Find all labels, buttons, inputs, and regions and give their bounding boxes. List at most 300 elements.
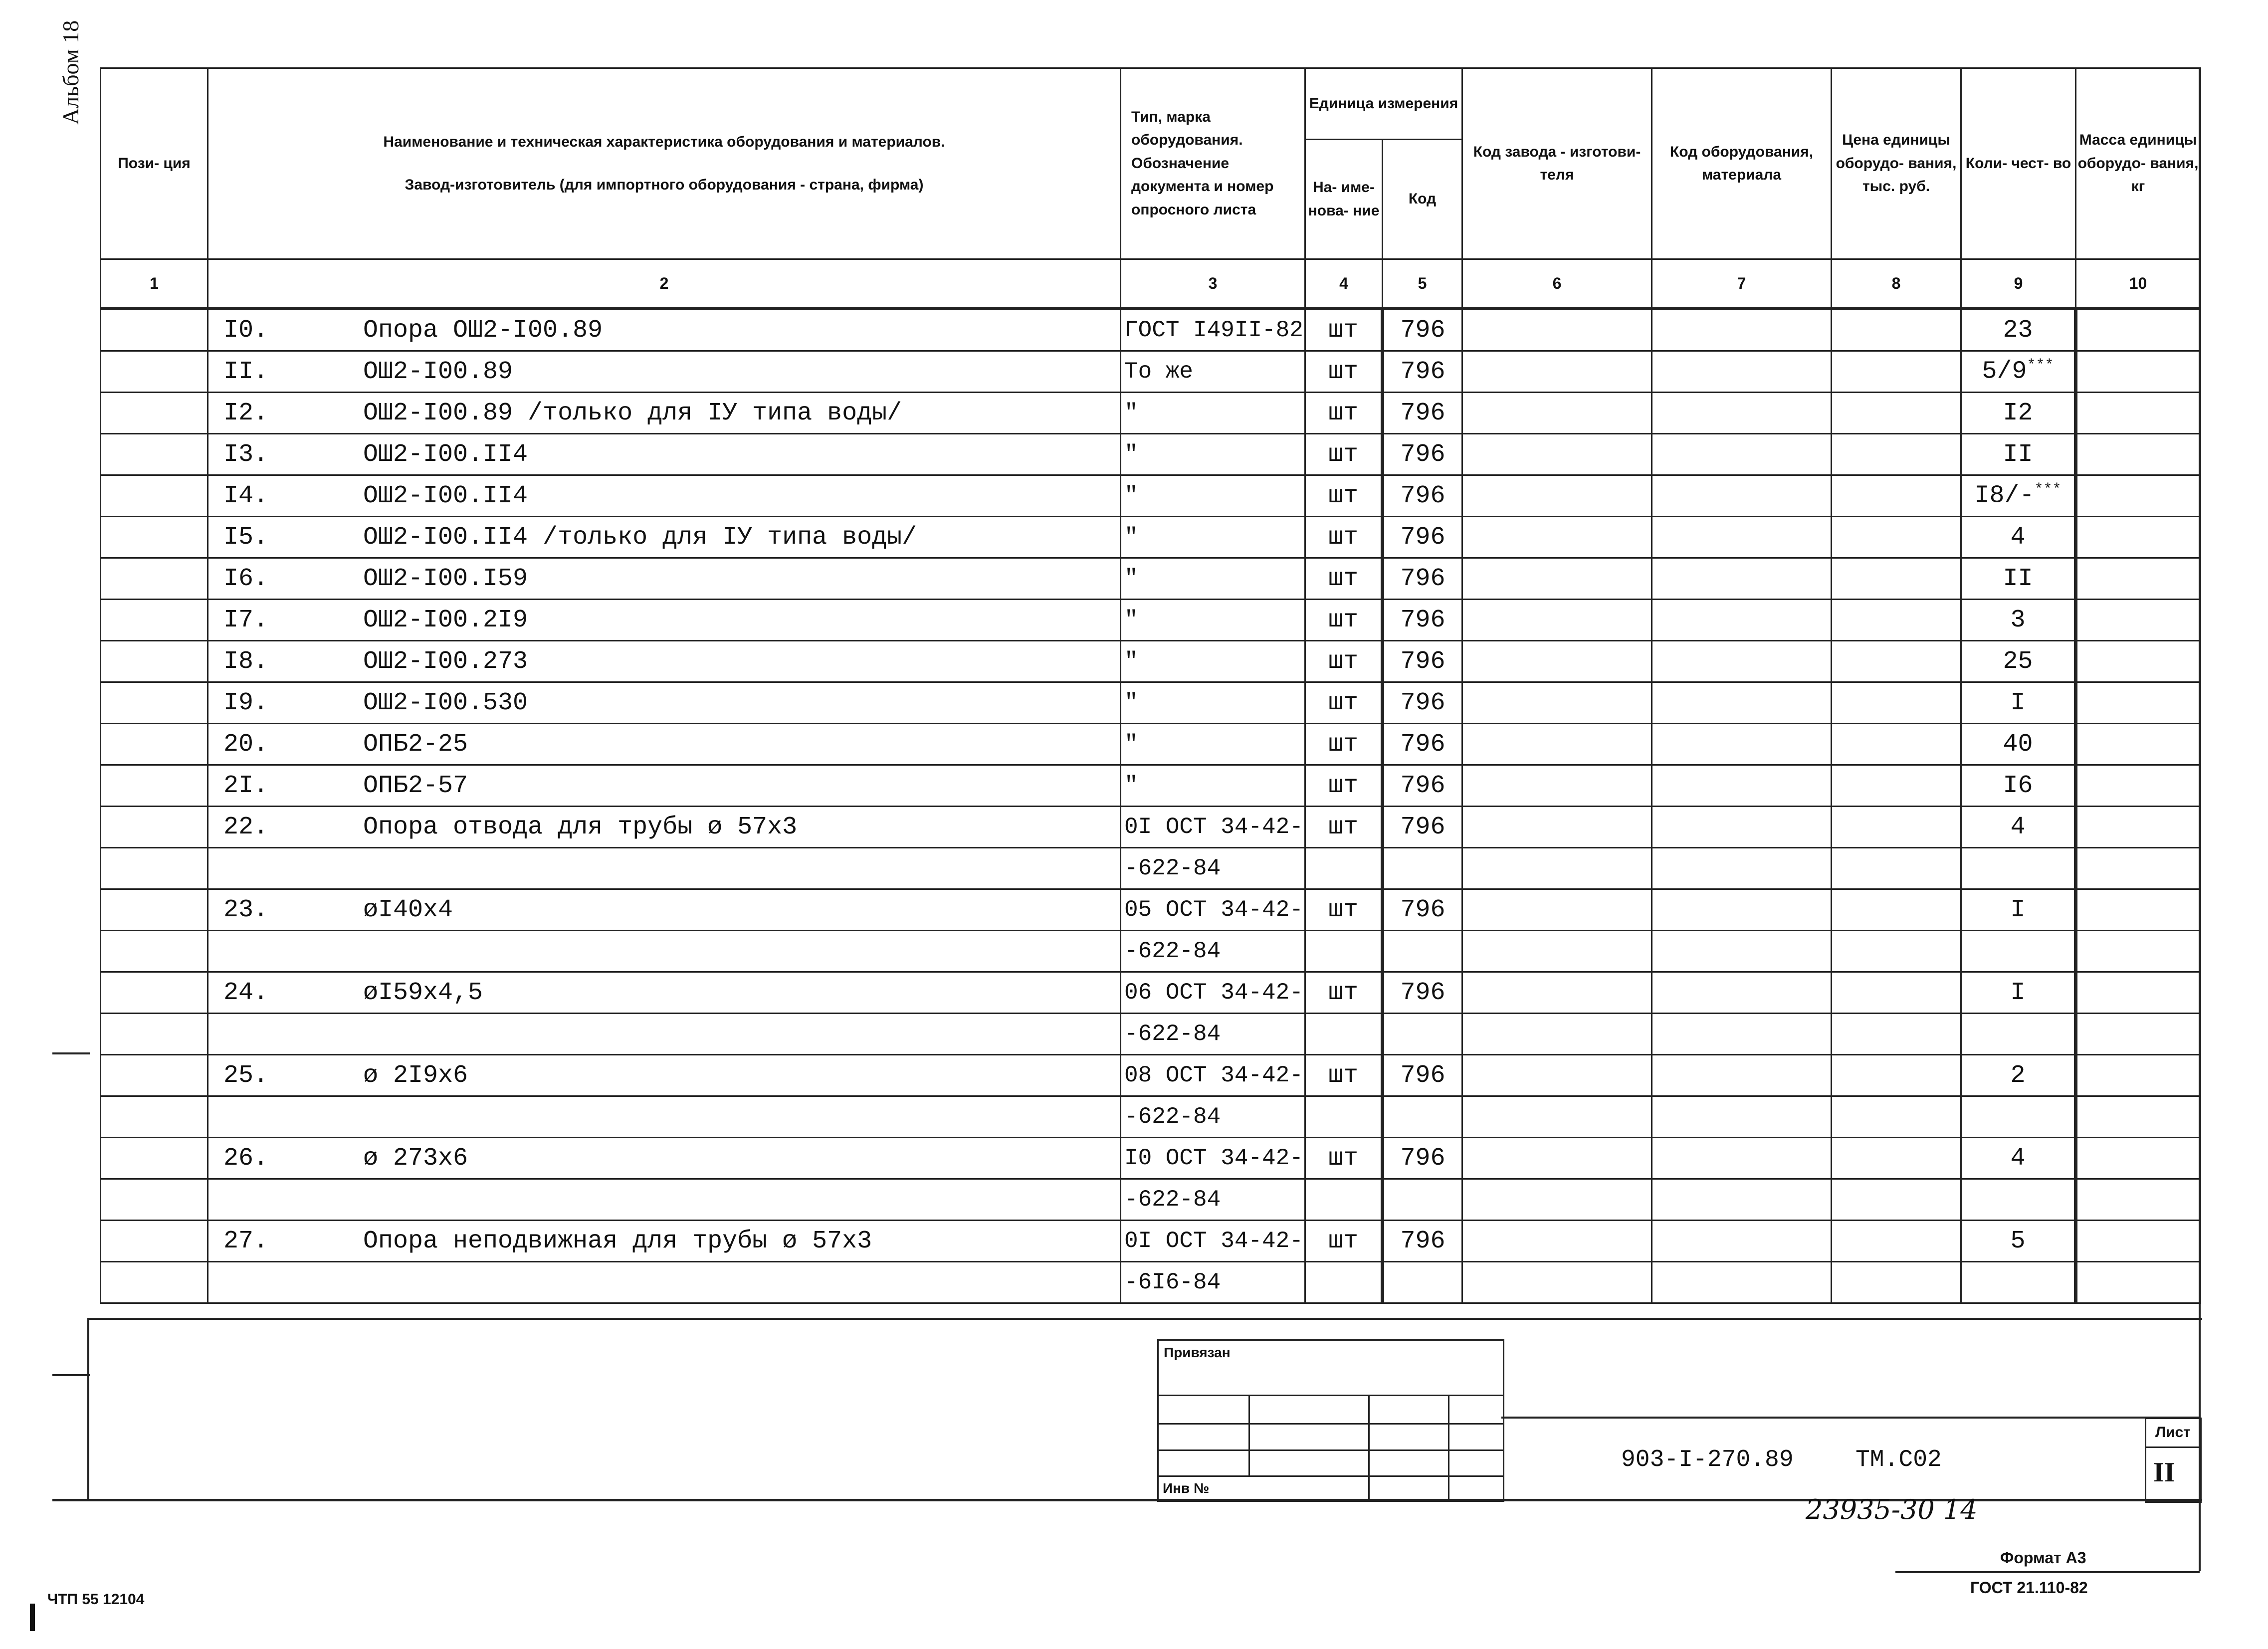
position-number: I5. (223, 523, 269, 552)
header-mass: Масса единицы оборудо- вания, кг (2076, 68, 2201, 259)
row-unit-code: 796 (1383, 600, 1462, 641)
row-quantity (1961, 309, 2076, 351)
row-equipment-code (1652, 765, 1832, 807)
table-row (101, 1138, 2201, 1179)
quantity-value: 5/9 (1982, 357, 2027, 386)
row-document: " (1121, 765, 1305, 807)
row-document: 0I ОСТ 34-42- (1121, 807, 1305, 848)
row-price (1832, 682, 1961, 724)
row-quantity (1961, 1138, 2076, 1179)
attached-label: Привязан (1164, 1345, 1231, 1360)
quantity-value: II (2003, 440, 2033, 469)
row-quantity (1961, 765, 2076, 807)
row-price (1832, 1055, 1961, 1096)
row-mass (2076, 765, 2201, 807)
row-position-blank (101, 600, 208, 641)
table-row-continuation (101, 1096, 2201, 1138)
row-equipment-code (1652, 558, 1832, 600)
row-name (208, 765, 1121, 807)
row-mass (2076, 309, 2201, 351)
row-document-continued: -622-84 (1121, 1014, 1305, 1055)
row-equipment-code (1652, 600, 1832, 641)
format-label: Формат А3 (2000, 1549, 2086, 1567)
row-name (208, 517, 1121, 558)
empty-cell (208, 1096, 1121, 1138)
table-row-continuation (101, 931, 2201, 972)
column-number: 9 (1961, 259, 2076, 309)
row-quantity (1961, 807, 2076, 848)
row-document: " (1121, 475, 1305, 517)
empty-cell (208, 848, 1121, 889)
position-number: I0. (223, 316, 269, 345)
document-number: 903-I-270.89 (1621, 1446, 1794, 1473)
row-position-blank (101, 724, 208, 765)
empty-cell (208, 1179, 1121, 1221)
row-price (1832, 765, 1961, 807)
item-name: ø 273х6 (363, 1144, 468, 1173)
row-document: 08 ОСТ 34-42- (1121, 1055, 1305, 1096)
empty-cell (1305, 931, 1383, 972)
row-name (208, 682, 1121, 724)
row-factory-code (1462, 765, 1652, 807)
row-document: " (1121, 724, 1305, 765)
row-name (208, 641, 1121, 682)
row-unit-code: 796 (1383, 1221, 1462, 1262)
empty-cell (2076, 1014, 2201, 1055)
item-name: ОШ2-I00.II4 (363, 440, 528, 469)
sheet-box (2145, 1418, 2202, 1503)
row-position-blank (101, 641, 208, 682)
table-row (101, 889, 2201, 931)
column-number: 3 (1121, 259, 1305, 309)
row-unit-code: 796 (1383, 641, 1462, 682)
row-price (1832, 1221, 1961, 1262)
empty-cell (1305, 848, 1383, 889)
table-row (101, 434, 2201, 475)
column-number: 7 (1652, 259, 1832, 309)
row-unit-code: 796 (1383, 765, 1462, 807)
empty-cell (1961, 1014, 2076, 1055)
row-mass (2076, 807, 2201, 848)
position-number: I4. (223, 481, 269, 510)
row-equipment-code (1652, 351, 1832, 393)
empty-cell (1383, 931, 1462, 972)
row-factory-code (1462, 558, 1652, 600)
item-name: ОПБ2-57 (363, 771, 468, 800)
row-name (208, 889, 1121, 931)
empty-cell (1832, 1096, 1961, 1138)
row-position-blank (101, 1221, 208, 1262)
row-price (1832, 393, 1961, 434)
table-row (101, 600, 2201, 641)
position-number: 2I. (223, 771, 269, 800)
row-unit-code: 796 (1383, 434, 1462, 475)
row-mass (2076, 434, 2201, 475)
row-unit: шт (1305, 641, 1383, 682)
row-unit-code: 796 (1383, 309, 1462, 351)
row-unit: шт (1305, 765, 1383, 807)
row-unit: шт (1305, 972, 1383, 1014)
header-equipment-code: Код оборудования, материала (1652, 68, 1832, 259)
item-name: ОШ2-I00.2I9 (363, 606, 528, 634)
row-quantity (1961, 475, 2076, 517)
row-position-blank (101, 765, 208, 807)
row-document: " (1121, 393, 1305, 434)
row-unit-code: 796 (1383, 558, 1462, 600)
header-type: Тип, марка оборудования. Обозначение документа и номер опросного листа (1121, 68, 1305, 259)
row-price (1832, 351, 1961, 393)
quantity-value: II (2003, 564, 2033, 593)
row-position-blank (101, 972, 208, 1014)
column-number: 1 (101, 259, 208, 309)
row-unit: шт (1305, 889, 1383, 931)
row-position-blank (101, 434, 208, 475)
row-equipment-code (1652, 517, 1832, 558)
column-number: 4 (1305, 259, 1383, 309)
row-equipment-code (1652, 641, 1832, 682)
empty-cell (1383, 848, 1462, 889)
header-unit-group: Единица измерения (1305, 68, 1462, 140)
row-unit: шт (1305, 351, 1383, 393)
document-mark: ТМ.С02 (1856, 1446, 1942, 1473)
quantity-value: 4 (2010, 523, 2026, 552)
row-equipment-code (1652, 972, 1832, 1014)
empty-cell (1961, 931, 2076, 972)
position-number: 27. (223, 1227, 269, 1255)
sheet-number: II (2153, 1457, 2175, 1488)
row-factory-code (1462, 1055, 1652, 1096)
row-name (208, 1138, 1121, 1179)
stamp-line (1368, 1395, 1370, 1500)
row-position-blank (101, 807, 208, 848)
table-row (101, 972, 2201, 1014)
position-number: 26. (223, 1144, 269, 1173)
frame-line (1895, 1571, 2200, 1573)
table-row-continuation (101, 1262, 2201, 1303)
row-equipment-code (1652, 434, 1832, 475)
empty-cell (208, 1014, 1121, 1055)
empty-cell (2076, 848, 2201, 889)
empty-cell (1832, 931, 1961, 972)
row-unit: шт (1305, 517, 1383, 558)
print-code: ЧТП 55 12104 (47, 1591, 145, 1608)
row-document: То же (1121, 351, 1305, 393)
empty-cell (1462, 931, 1652, 972)
row-mass (2076, 641, 2201, 682)
table-row (101, 765, 2201, 807)
row-unit: шт (1305, 724, 1383, 765)
column-numbers-row (101, 259, 2201, 309)
quantity-value: 4 (2010, 1144, 2026, 1173)
row-name (208, 807, 1121, 848)
empty-cell (101, 1014, 208, 1055)
empty-cell (1652, 1179, 1832, 1221)
row-position-blank (101, 393, 208, 434)
gost-footer: ГОСТ 21.110-82 (1970, 1579, 2088, 1597)
header-name: Наименование и техническая характеристика оборудования и материалов. Завод-изготовитель (для импортного оборудования - страна, фирма) (208, 68, 1121, 259)
item-name: øI40х4 (363, 895, 453, 924)
row-position-blank (101, 682, 208, 724)
table-row (101, 1221, 2201, 1262)
row-mass (2076, 475, 2201, 517)
empty-cell (101, 1262, 208, 1303)
row-factory-code (1462, 1138, 1652, 1179)
row-name (208, 600, 1121, 641)
row-quantity (1961, 724, 2076, 765)
empty-cell (1383, 1096, 1462, 1138)
empty-cell (1652, 848, 1832, 889)
position-number: I3. (223, 440, 269, 469)
item-name: ОШ2-I00.II4 /только для IУ типа воды/ (363, 523, 917, 552)
row-unit-code: 796 (1383, 517, 1462, 558)
row-factory-code (1462, 972, 1652, 1014)
row-unit: шт (1305, 1221, 1383, 1262)
header-row (101, 68, 2201, 140)
row-document: ГОСТ I49II-82 (1121, 309, 1305, 351)
row-name (208, 393, 1121, 434)
table-row (101, 393, 2201, 434)
empty-cell (2076, 1262, 2201, 1303)
row-equipment-code (1652, 682, 1832, 724)
table-row (101, 724, 2201, 765)
empty-cell (101, 1096, 208, 1138)
quantity-value: I8/- (1974, 481, 2035, 510)
empty-cell (1305, 1179, 1383, 1221)
row-position-blank (101, 309, 208, 351)
row-document: 0I ОСТ 34-42- (1121, 1221, 1305, 1262)
row-unit: шт (1305, 1055, 1383, 1096)
empty-cell (1961, 1179, 2076, 1221)
row-document: 06 ОСТ 34-42- (1121, 972, 1305, 1014)
row-position-blank (101, 558, 208, 600)
row-factory-code (1462, 351, 1652, 393)
row-factory-code (1462, 475, 1652, 517)
row-unit: шт (1305, 393, 1383, 434)
quantity-value: I (2010, 688, 2026, 717)
margin-tick (52, 1374, 90, 1376)
row-name (208, 1055, 1121, 1096)
row-quantity (1961, 600, 2076, 641)
row-factory-code (1462, 393, 1652, 434)
row-position-blank (101, 475, 208, 517)
empty-cell (1305, 1096, 1383, 1138)
row-price (1832, 972, 1961, 1014)
item-name: ОПБ2-25 (363, 730, 468, 759)
row-mass (2076, 1138, 2201, 1179)
row-equipment-code (1652, 1221, 1832, 1262)
empty-cell (1832, 1179, 1961, 1221)
table-row (101, 309, 2201, 351)
column-number: 10 (2076, 259, 2201, 309)
table-row-continuation (101, 1014, 2201, 1055)
row-unit: шт (1305, 558, 1383, 600)
row-unit-code: 796 (1383, 475, 1462, 517)
column-number: 8 (1832, 259, 1961, 309)
quantity-value: 2 (2010, 1061, 2026, 1090)
row-name (208, 972, 1121, 1014)
row-price (1832, 1138, 1961, 1179)
row-equipment-code (1652, 807, 1832, 848)
handwritten-number: 23935-30 14 (1806, 1494, 1978, 1525)
row-quantity (1961, 641, 2076, 682)
row-document: 05 ОСТ 34-42- (1121, 889, 1305, 931)
quantity-value: I2 (2003, 399, 2033, 427)
row-quantity (1961, 682, 2076, 724)
row-quantity (1961, 393, 2076, 434)
row-quantity (1961, 558, 2076, 600)
empty-cell (1961, 1096, 2076, 1138)
row-name (208, 309, 1121, 351)
quantity-value: 25 (2003, 647, 2033, 676)
item-name: øI59х4,5 (363, 978, 483, 1007)
row-equipment-code (1652, 724, 1832, 765)
row-mass (2076, 724, 2201, 765)
position-number: 24. (223, 978, 269, 1007)
position-number: I9. (223, 688, 269, 717)
empty-cell (208, 1262, 1121, 1303)
quantity-value: 5 (2010, 1227, 2026, 1255)
row-unit: шт (1305, 475, 1383, 517)
row-price (1832, 517, 1961, 558)
row-factory-code (1462, 309, 1652, 351)
position-number: 25. (223, 1061, 269, 1090)
row-price (1832, 475, 1961, 517)
row-equipment-code (1652, 393, 1832, 434)
row-name (208, 1221, 1121, 1262)
empty-cell (1832, 1262, 1961, 1303)
table-row-continuation (101, 1179, 2201, 1221)
row-name (208, 475, 1121, 517)
position-number: II. (223, 357, 269, 386)
row-price (1832, 558, 1961, 600)
row-factory-code (1462, 434, 1652, 475)
table-row (101, 641, 2201, 682)
sheet-label: Лист (2155, 1424, 2191, 1441)
empty-cell (1961, 848, 2076, 889)
row-unit-code: 796 (1383, 393, 1462, 434)
row-position-blank (101, 889, 208, 931)
table-row (101, 1055, 2201, 1096)
empty-cell (1652, 931, 1832, 972)
row-unit: шт (1305, 1138, 1383, 1179)
margin-tick (52, 1052, 90, 1054)
table-row (101, 807, 2201, 848)
row-factory-code (1462, 682, 1652, 724)
row-unit: шт (1305, 682, 1383, 724)
row-price (1832, 641, 1961, 682)
sheet-divider (2146, 1446, 2200, 1448)
row-unit-code: 796 (1383, 889, 1462, 931)
header-unit-name: На- име- нова- ние (1305, 140, 1383, 259)
row-unit-code: 796 (1383, 807, 1462, 848)
quantity-value: I (2010, 895, 2026, 924)
row-quantity (1961, 351, 2076, 393)
frame-line (87, 1318, 89, 1500)
item-name: Опора неподвижная для трубы ø 57х3 (363, 1227, 872, 1255)
table-row (101, 517, 2201, 558)
empty-cell (1832, 1014, 1961, 1055)
row-mass (2076, 1221, 2201, 1262)
row-quantity (1961, 434, 2076, 475)
header-factory-code: Код завода - изготови- теля (1462, 68, 1652, 259)
item-name: ø 2I9х6 (363, 1061, 468, 1090)
item-name: Опора отвода для трубы ø 57х3 (363, 813, 798, 841)
row-position-blank (101, 351, 208, 393)
row-quantity (1961, 972, 2076, 1014)
empty-cell (1832, 848, 1961, 889)
corner-mark (30, 1604, 35, 1631)
row-price (1832, 889, 1961, 931)
quantity-value: I (2010, 978, 2026, 1007)
row-document-continued: -622-84 (1121, 1179, 1305, 1221)
stamp-line (1448, 1395, 1449, 1500)
row-equipment-code (1652, 309, 1832, 351)
row-equipment-code (1652, 1138, 1832, 1179)
row-mass (2076, 517, 2201, 558)
stamp-line (1248, 1395, 1250, 1477)
row-mass (2076, 393, 2201, 434)
empty-cell (101, 1179, 208, 1221)
row-quantity (1961, 889, 2076, 931)
position-number: 20. (223, 730, 269, 759)
row-name (208, 724, 1121, 765)
row-unit: шт (1305, 807, 1383, 848)
row-equipment-code (1652, 1055, 1832, 1096)
table-row-continuation (101, 848, 2201, 889)
quantity-footnote-mark: *** (2027, 357, 2054, 375)
row-document: " (1121, 682, 1305, 724)
position-number: I2. (223, 399, 269, 427)
row-position-blank (101, 517, 208, 558)
empty-cell (1652, 1014, 1832, 1055)
position-number: I7. (223, 606, 269, 634)
empty-cell (1305, 1262, 1383, 1303)
row-factory-code (1462, 1221, 1652, 1262)
row-mass (2076, 972, 2201, 1014)
row-mass (2076, 600, 2201, 641)
quantity-footnote-mark: *** (2034, 481, 2062, 499)
table-row (101, 558, 2201, 600)
table-row (101, 475, 2201, 517)
row-unit-code: 796 (1383, 682, 1462, 724)
row-mass (2076, 558, 2201, 600)
stamp-line (1159, 1395, 1503, 1396)
row-quantity (1961, 1055, 2076, 1096)
row-document: " (1121, 558, 1305, 600)
row-document-continued: -622-84 (1121, 931, 1305, 972)
specification-table (100, 67, 2201, 1304)
quantity-value: 23 (2003, 316, 2033, 345)
empty-cell (1383, 1179, 1462, 1221)
inventory-label: Инв № (1163, 1480, 1210, 1496)
row-equipment-code (1652, 889, 1832, 931)
position-number: I8. (223, 647, 269, 676)
empty-cell (1462, 1096, 1652, 1138)
row-price (1832, 600, 1961, 641)
frame-line (1501, 1417, 2200, 1419)
row-quantity (1961, 1221, 2076, 1262)
row-unit-code: 796 (1383, 351, 1462, 393)
item-name: ОШ2-I00.I59 (363, 564, 528, 593)
empty-cell (101, 931, 208, 972)
column-number: 2 (208, 259, 1121, 309)
frame-line (2199, 67, 2201, 1571)
row-mass (2076, 682, 2201, 724)
row-unit-code: 796 (1383, 1055, 1462, 1096)
row-factory-code (1462, 724, 1652, 765)
row-factory-code (1462, 517, 1652, 558)
row-position-blank (101, 1055, 208, 1096)
